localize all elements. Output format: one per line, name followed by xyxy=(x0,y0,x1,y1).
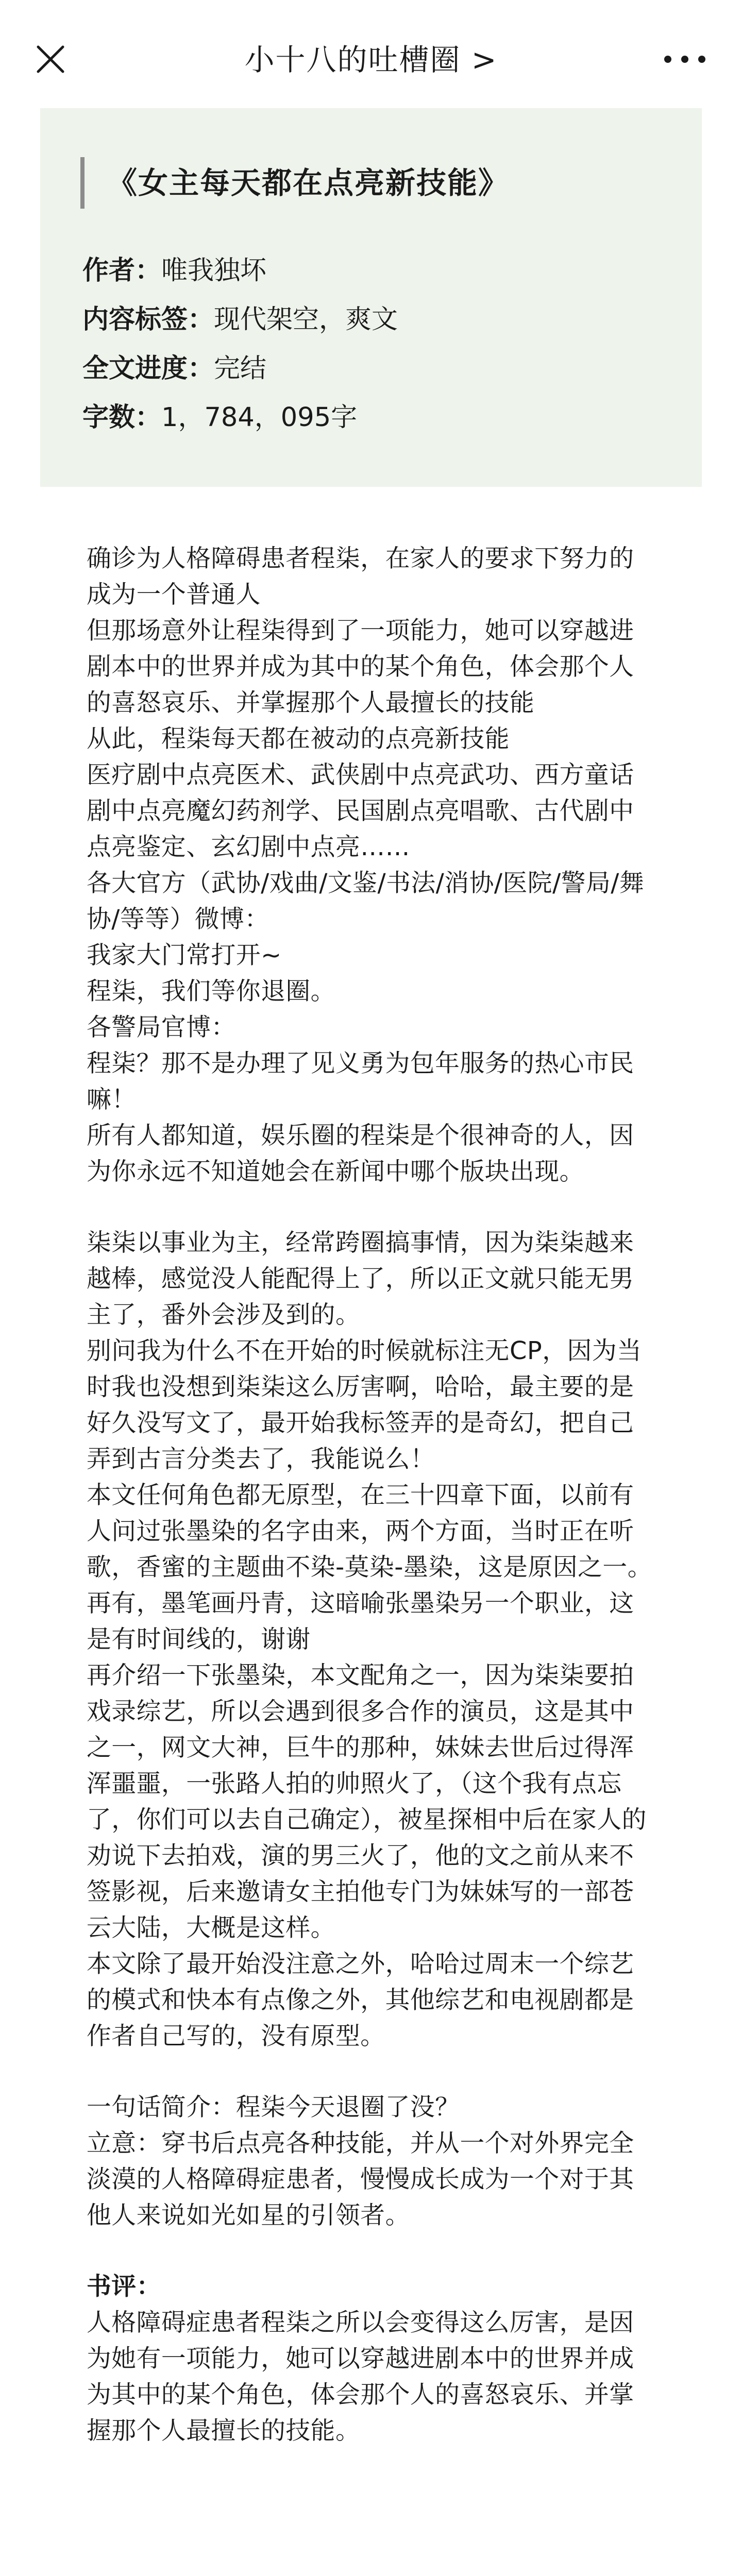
book-title: 《女主每天都在点亮新技能》 xyxy=(107,165,510,200)
article-body xyxy=(87,541,659,2449)
paragraph: 从此，程柒每天都在被动的点亮新技能 xyxy=(87,725,510,753)
paragraph: 柒柒以事业为主，经常跨圈搞事情，因为柒柒越来越棒，感觉没人能配得上了，所以正文就只能无男主了，番外会涉及到的。 xyxy=(87,1229,634,1329)
top-nav-bar xyxy=(0,0,742,108)
paragraph: 确诊为人格障碍患者程柒，在家人的要求下努力的成为一个普通人 xyxy=(87,545,634,609)
paragraph: 立意：穿书后点亮各种技能，并从一个对外界完全淡漠的人格障碍症患者，慢慢成长成为一个对于其他人来说如光如星的引领者。 xyxy=(87,2129,634,2230)
wordcount-value: 1，784，095字 xyxy=(161,402,358,433)
author-label: 作者： xyxy=(82,256,162,286)
paragraph: 人格障碍症患者程柒之所以会变得这么厉害，是因为她有一项能力，她可以穿越进剧本中的世界并成为其中的某个角色，体会那个人的喜怒哀乐、并掌握那个人最擅长的技能。 xyxy=(87,2309,634,2445)
paragraph: 别问我为什么不在开始的时候就标注无CP，因为当时我也没想到柒柒这么厉害啊，哈哈，最主要的是好久没写文了，最开始我标签弄的是奇幻，把自己弄到古言分类去了，我能说么！ xyxy=(87,1337,642,1473)
paragraph: 本文任何角色都无原型，在三十四章下面，以前有人问过张墨染的名字由来，两个方面，当时正在听歌，香蜜的主题曲不染-莫染-墨染，这是原因之一。再有，墨笔画丹青，这暗喻张墨染另一个职业，这是有时间线的，谢谢 xyxy=(87,1481,653,1654)
tags-label: 内容标签： xyxy=(82,304,214,335)
paragraph-gap xyxy=(87,1190,659,1225)
progress-row xyxy=(82,344,398,393)
paragraph: 一句话简介：程柒今天退圈了没？ xyxy=(87,2093,460,2122)
paragraph: 我家大门常打开~ xyxy=(87,941,282,970)
paragraph-gap xyxy=(87,2234,659,2269)
paragraph: 医疗剧中点亮医术、武侠剧中点亮武功、西方童话剧中点亮魔幻药剂学、民国剧点亮唱歌、古代剧中点亮鉴定、玄幻剧中点亮…… xyxy=(87,761,634,861)
wordcount-row xyxy=(82,393,398,442)
paragraph: 程柒？那不是办理了见义勇为包年服务的热心市民嘛！ xyxy=(87,1049,634,1114)
page-title[interactable]: 小十八的吐槽圈 > xyxy=(244,42,498,77)
paragraph: 本文除了最开始没注意之外，哈哈过周末一个综艺的模式和快本有点像之外，其他综艺和电视剧都是作者自己写的，没有原型。 xyxy=(87,1950,634,2050)
tags-value: 现代架空，爽文 xyxy=(214,304,398,335)
title-accent-bar xyxy=(80,157,85,209)
review-heading: 书评： xyxy=(87,2273,161,2301)
more-dots-icon xyxy=(662,52,708,67)
paragraph: 各警局官博： xyxy=(87,1013,236,1042)
more-button[interactable] xyxy=(662,52,708,67)
paragraph: 再介绍一下张墨染，本文配角之一，因为柒柒要拍戏录综艺，所以会遇到很多合作的演员，这是其中之一，网文大神，巨牛的那种，妹妹去世后过得浑浑噩噩，一张路人拍的帅照火了，（这个我有点忘了，你们可以去自己确定），被星探相中后在家人的劝说下去拍戏，演的男三火了，他的文之前从来不签影视，后来邀请女主拍他专门为妹妹写的一部苍云大陆，大概是这样。 xyxy=(87,1662,647,1942)
paragraph-gap xyxy=(87,2055,659,2090)
paragraph: 程柒，我们等你退圈。 xyxy=(87,977,335,1006)
author-row xyxy=(82,246,398,295)
book-info-card xyxy=(40,108,702,487)
progress-value: 完结 xyxy=(214,353,267,384)
wordcount-label: 字数： xyxy=(82,402,162,433)
progress-label: 全文进度： xyxy=(82,353,214,384)
paragraph: 所有人都知道，娱乐圈的程柒是个很神奇的人，因为你永远不知道她会在新闻中哪个版块出现。 xyxy=(87,1122,634,1186)
paragraph: 各大官方（武协/戏曲/文鉴/书法/消协/医院/警局/舞协/等等）微博： xyxy=(87,869,645,934)
paragraph: 但那场意外让程柒得到了一项能力，她可以穿越进剧本中的世界并成为其中的某个角色，体会那个人的喜怒哀乐、并掌握那个人最擅长的技能 xyxy=(87,617,634,717)
tags-row xyxy=(82,295,398,344)
author-value: 唯我独坏 xyxy=(161,256,267,286)
book-meta-list xyxy=(82,246,398,442)
